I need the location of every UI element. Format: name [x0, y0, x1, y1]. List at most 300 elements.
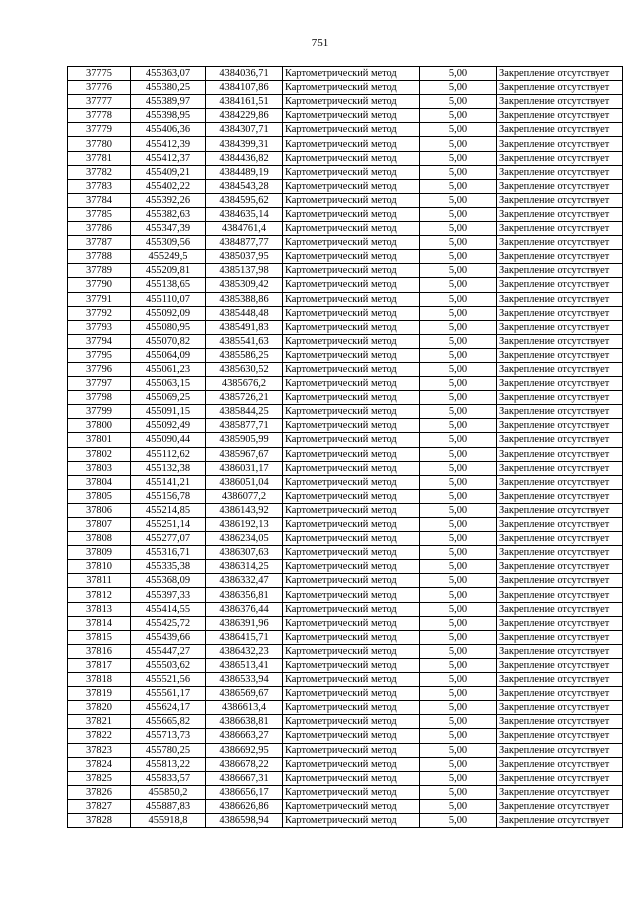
method-cell: Картометрический метод	[283, 743, 420, 757]
accuracy-cell: 5,00	[420, 292, 497, 306]
x-coordinate-cell: 455110,07	[131, 292, 206, 306]
point-number-cell: 37793	[68, 320, 131, 334]
x-coordinate-cell: 455277,07	[131, 532, 206, 546]
x-coordinate-cell: 455335,38	[131, 560, 206, 574]
point-number-cell: 37798	[68, 391, 131, 405]
x-coordinate-cell: 455209,81	[131, 264, 206, 278]
fixation-cell: Закрепление отсутствует	[497, 95, 623, 109]
fixation-cell: Закрепление отсутствует	[497, 165, 623, 179]
point-number-cell: 37823	[68, 743, 131, 757]
accuracy-cell: 5,00	[420, 405, 497, 419]
x-coordinate-cell: 455063,15	[131, 377, 206, 391]
y-coordinate-cell: 4386638,81	[206, 715, 283, 729]
x-coordinate-cell: 455392,26	[131, 193, 206, 207]
x-coordinate-cell: 455850,2	[131, 785, 206, 799]
method-cell: Картометрический метод	[283, 644, 420, 658]
point-number-cell: 37819	[68, 687, 131, 701]
method-cell: Картометрический метод	[283, 264, 420, 278]
table-row	[68, 222, 623, 236]
table-row	[68, 362, 623, 376]
point-number-cell: 37790	[68, 278, 131, 292]
accuracy-cell: 5,00	[420, 250, 497, 264]
y-coordinate-cell: 4386314,25	[206, 560, 283, 574]
table-row	[68, 433, 623, 447]
fixation-cell: Закрепление отсутствует	[497, 574, 623, 588]
table-row	[68, 518, 623, 532]
x-coordinate-cell: 455833,57	[131, 771, 206, 785]
coordinates-table	[67, 66, 623, 828]
fixation-cell: Закрепление отсутствует	[497, 292, 623, 306]
fixation-cell: Закрепление отсутствует	[497, 109, 623, 123]
method-cell: Картометрический метод	[283, 813, 420, 827]
method-cell: Картометрический метод	[283, 475, 420, 489]
point-number-cell: 37804	[68, 475, 131, 489]
table-row	[68, 193, 623, 207]
y-coordinate-cell: 4384761,4	[206, 222, 283, 236]
x-coordinate-cell: 455887,83	[131, 799, 206, 813]
fixation-cell: Закрепление отсутствует	[497, 588, 623, 602]
fixation-cell: Закрепление отсутствует	[497, 644, 623, 658]
accuracy-cell: 5,00	[420, 377, 497, 391]
x-coordinate-cell: 455141,21	[131, 475, 206, 489]
point-number-cell: 37824	[68, 757, 131, 771]
accuracy-cell: 5,00	[420, 602, 497, 616]
method-cell: Картометрический метод	[283, 306, 420, 320]
x-coordinate-cell: 455412,37	[131, 151, 206, 165]
y-coordinate-cell: 4384107,86	[206, 81, 283, 95]
accuracy-cell: 5,00	[420, 546, 497, 560]
method-cell: Картометрический метод	[283, 518, 420, 532]
point-number-cell: 37794	[68, 334, 131, 348]
point-number-cell: 37789	[68, 264, 131, 278]
method-cell: Картометрический метод	[283, 362, 420, 376]
x-coordinate-cell: 455397,33	[131, 588, 206, 602]
x-coordinate-cell: 455409,21	[131, 165, 206, 179]
point-number-cell: 37784	[68, 193, 131, 207]
accuracy-cell: 5,00	[420, 264, 497, 278]
y-coordinate-cell: 4386077,2	[206, 489, 283, 503]
fixation-cell: Закрепление отсутствует	[497, 81, 623, 95]
fixation-cell: Закрепление отсутствует	[497, 630, 623, 644]
y-coordinate-cell: 4384307,71	[206, 123, 283, 137]
x-coordinate-cell: 455561,17	[131, 687, 206, 701]
fixation-cell: Закрепление отсутствует	[497, 475, 623, 489]
accuracy-cell: 5,00	[420, 236, 497, 250]
point-number-cell: 37787	[68, 236, 131, 250]
fixation-cell: Закрепление отсутствует	[497, 447, 623, 461]
x-coordinate-cell: 455347,39	[131, 222, 206, 236]
x-coordinate-cell: 455425,72	[131, 616, 206, 630]
point-number-cell: 37779	[68, 123, 131, 137]
accuracy-cell: 5,00	[420, 757, 497, 771]
accuracy-cell: 5,00	[420, 658, 497, 672]
accuracy-cell: 5,00	[420, 461, 497, 475]
accuracy-cell: 5,00	[420, 687, 497, 701]
point-number-cell: 37791	[68, 292, 131, 306]
method-cell: Картометрический метод	[283, 207, 420, 221]
table-row	[68, 292, 623, 306]
accuracy-cell: 5,00	[420, 518, 497, 532]
accuracy-cell: 5,00	[420, 616, 497, 630]
accuracy-cell: 5,00	[420, 419, 497, 433]
accuracy-cell: 5,00	[420, 179, 497, 193]
fixation-cell: Закрепление отсутствует	[497, 405, 623, 419]
fixation-cell: Закрепление отсутствует	[497, 743, 623, 757]
method-cell: Картометрический метод	[283, 137, 420, 151]
table-row	[68, 715, 623, 729]
accuracy-cell: 5,00	[420, 362, 497, 376]
x-coordinate-cell: 455412,39	[131, 137, 206, 151]
x-coordinate-cell: 455309,56	[131, 236, 206, 250]
method-cell: Картометрический метод	[283, 560, 420, 574]
table-row	[68, 250, 623, 264]
point-number-cell: 37821	[68, 715, 131, 729]
point-number-cell: 37828	[68, 813, 131, 827]
x-coordinate-cell: 455447,27	[131, 644, 206, 658]
fixation-cell: Закрепление отсутствует	[497, 687, 623, 701]
point-number-cell: 37827	[68, 799, 131, 813]
fixation-cell: Закрепление отсутствует	[497, 362, 623, 376]
accuracy-cell: 5,00	[420, 715, 497, 729]
accuracy-cell: 5,00	[420, 207, 497, 221]
y-coordinate-cell: 4384877,77	[206, 236, 283, 250]
point-number-cell: 37797	[68, 377, 131, 391]
x-coordinate-cell: 455156,78	[131, 489, 206, 503]
accuracy-cell: 5,00	[420, 306, 497, 320]
table-row	[68, 123, 623, 137]
table-row	[68, 447, 623, 461]
fixation-cell: Закрепление отсутствует	[497, 236, 623, 250]
x-coordinate-cell: 455414,55	[131, 602, 206, 616]
y-coordinate-cell: 4386051,04	[206, 475, 283, 489]
point-number-cell: 37814	[68, 616, 131, 630]
table-row	[68, 771, 623, 785]
accuracy-cell: 5,00	[420, 743, 497, 757]
point-number-cell: 37803	[68, 461, 131, 475]
fixation-cell: Закрепление отсутствует	[497, 433, 623, 447]
point-number-cell: 37777	[68, 95, 131, 109]
accuracy-cell: 5,00	[420, 433, 497, 447]
accuracy-cell: 5,00	[420, 222, 497, 236]
table-row	[68, 109, 623, 123]
y-coordinate-cell: 4385491,83	[206, 320, 283, 334]
accuracy-cell: 5,00	[420, 503, 497, 517]
y-coordinate-cell: 4384036,71	[206, 67, 283, 81]
point-number-cell: 37796	[68, 362, 131, 376]
table-row	[68, 179, 623, 193]
x-coordinate-cell: 455503,62	[131, 658, 206, 672]
accuracy-cell: 5,00	[420, 123, 497, 137]
x-coordinate-cell: 455439,66	[131, 630, 206, 644]
x-coordinate-cell: 455061,23	[131, 362, 206, 376]
table-row	[68, 602, 623, 616]
table-row	[68, 165, 623, 179]
y-coordinate-cell: 4386678,22	[206, 757, 283, 771]
method-cell: Картометрический метод	[283, 546, 420, 560]
point-number-cell: 37806	[68, 503, 131, 517]
x-coordinate-cell: 455402,22	[131, 179, 206, 193]
table-row	[68, 320, 623, 334]
accuracy-cell: 5,00	[420, 95, 497, 109]
x-coordinate-cell: 455069,25	[131, 391, 206, 405]
method-cell: Картометрический метод	[283, 405, 420, 419]
fixation-cell: Закрепление отсутствует	[497, 207, 623, 221]
table-row	[68, 588, 623, 602]
point-number-cell: 37818	[68, 673, 131, 687]
accuracy-cell: 5,00	[420, 489, 497, 503]
y-coordinate-cell: 4386415,71	[206, 630, 283, 644]
method-cell: Картометрический метод	[283, 419, 420, 433]
y-coordinate-cell: 4385388,86	[206, 292, 283, 306]
fixation-cell: Закрепление отсутствует	[497, 278, 623, 292]
x-coordinate-cell: 455091,15	[131, 405, 206, 419]
method-cell: Картометрический метод	[283, 602, 420, 616]
x-coordinate-cell: 455249,5	[131, 250, 206, 264]
accuracy-cell: 5,00	[420, 447, 497, 461]
fixation-cell: Закрепление отсутствует	[497, 518, 623, 532]
table-row	[68, 658, 623, 672]
method-cell: Картометрический метод	[283, 503, 420, 517]
y-coordinate-cell: 4386234,05	[206, 532, 283, 546]
method-cell: Картометрический метод	[283, 109, 420, 123]
method-cell: Картометрический метод	[283, 222, 420, 236]
y-coordinate-cell: 4386569,67	[206, 687, 283, 701]
table-row	[68, 687, 623, 701]
method-cell: Картометрический метод	[283, 236, 420, 250]
y-coordinate-cell: 4385676,2	[206, 377, 283, 391]
x-coordinate-cell: 455389,97	[131, 95, 206, 109]
x-coordinate-cell: 455064,09	[131, 348, 206, 362]
point-number-cell: 37783	[68, 179, 131, 193]
y-coordinate-cell: 4385137,98	[206, 264, 283, 278]
fixation-cell: Закрепление отсутствует	[497, 616, 623, 630]
method-cell: Картометрический метод	[283, 95, 420, 109]
method-cell: Картометрический метод	[283, 179, 420, 193]
y-coordinate-cell: 4386391,96	[206, 616, 283, 630]
y-coordinate-cell: 4386598,94	[206, 813, 283, 827]
x-coordinate-cell: 455780,25	[131, 743, 206, 757]
method-cell: Картометрический метод	[283, 292, 420, 306]
y-coordinate-cell: 4386613,4	[206, 701, 283, 715]
x-coordinate-cell: 455214,85	[131, 503, 206, 517]
y-coordinate-cell: 4386192,13	[206, 518, 283, 532]
table-row	[68, 419, 623, 433]
table-row	[68, 560, 623, 574]
method-cell: Картометрический метод	[283, 81, 420, 95]
coordinates-table-body	[68, 67, 623, 828]
table-row	[68, 785, 623, 799]
table-row	[68, 207, 623, 221]
fixation-cell: Закрепление отсутствует	[497, 67, 623, 81]
x-coordinate-cell: 455406,36	[131, 123, 206, 137]
fixation-cell: Закрепление отсутствует	[497, 489, 623, 503]
y-coordinate-cell: 4386667,31	[206, 771, 283, 785]
y-coordinate-cell: 4386031,17	[206, 461, 283, 475]
y-coordinate-cell: 4386513,41	[206, 658, 283, 672]
fixation-cell: Закрепление отсутствует	[497, 377, 623, 391]
accuracy-cell: 5,00	[420, 109, 497, 123]
accuracy-cell: 5,00	[420, 391, 497, 405]
accuracy-cell: 5,00	[420, 67, 497, 81]
method-cell: Картометрический метод	[283, 532, 420, 546]
fixation-cell: Закрепление отсутствует	[497, 222, 623, 236]
point-number-cell: 37788	[68, 250, 131, 264]
fixation-cell: Закрепление отсутствует	[497, 419, 623, 433]
x-coordinate-cell: 455380,25	[131, 81, 206, 95]
y-coordinate-cell: 4384399,31	[206, 137, 283, 151]
y-coordinate-cell: 4385037,95	[206, 250, 283, 264]
fixation-cell: Закрепление отсутствует	[497, 532, 623, 546]
table-row	[68, 391, 623, 405]
x-coordinate-cell: 455918,8	[131, 813, 206, 827]
method-cell: Картометрический метод	[283, 461, 420, 475]
accuracy-cell: 5,00	[420, 81, 497, 95]
accuracy-cell: 5,00	[420, 799, 497, 813]
table-row	[68, 348, 623, 362]
table-row	[68, 630, 623, 644]
table-row	[68, 137, 623, 151]
accuracy-cell: 5,00	[420, 644, 497, 658]
fixation-cell: Закрепление отсутствует	[497, 602, 623, 616]
method-cell: Картометрический метод	[283, 729, 420, 743]
table-row	[68, 729, 623, 743]
point-number-cell: 37802	[68, 447, 131, 461]
method-cell: Картометрический метод	[283, 799, 420, 813]
table-row	[68, 461, 623, 475]
accuracy-cell: 5,00	[420, 334, 497, 348]
fixation-cell: Закрепление отсутствует	[497, 560, 623, 574]
point-number-cell: 37782	[68, 165, 131, 179]
method-cell: Картометрический метод	[283, 630, 420, 644]
table-row	[68, 616, 623, 630]
y-coordinate-cell: 4384635,14	[206, 207, 283, 221]
table-row	[68, 546, 623, 560]
table-row	[68, 306, 623, 320]
point-number-cell: 37812	[68, 588, 131, 602]
point-number-cell: 37809	[68, 546, 131, 560]
fixation-cell: Закрепление отсутствует	[497, 701, 623, 715]
table-row	[68, 236, 623, 250]
table-row	[68, 673, 623, 687]
method-cell: Картометрический метод	[283, 165, 420, 179]
page-number: 751	[311, 37, 329, 49]
method-cell: Картометрический метод	[283, 588, 420, 602]
accuracy-cell: 5,00	[420, 560, 497, 574]
y-coordinate-cell: 4384161,51	[206, 95, 283, 109]
point-number-cell: 37810	[68, 560, 131, 574]
y-coordinate-cell: 4385586,25	[206, 348, 283, 362]
x-coordinate-cell: 455112,62	[131, 447, 206, 461]
method-cell: Картометрический метод	[283, 447, 420, 461]
table-row	[68, 151, 623, 165]
y-coordinate-cell: 4386376,44	[206, 602, 283, 616]
method-cell: Картометрический метод	[283, 348, 420, 362]
accuracy-cell: 5,00	[420, 701, 497, 715]
accuracy-cell: 5,00	[420, 278, 497, 292]
method-cell: Картометрический метод	[283, 151, 420, 165]
accuracy-cell: 5,00	[420, 151, 497, 165]
y-coordinate-cell: 4384489,19	[206, 165, 283, 179]
y-coordinate-cell: 4385309,42	[206, 278, 283, 292]
fixation-cell: Закрепление отсутствует	[497, 799, 623, 813]
fixation-cell: Закрепление отсутствует	[497, 193, 623, 207]
x-coordinate-cell: 455132,38	[131, 461, 206, 475]
point-number-cell: 37778	[68, 109, 131, 123]
fixation-cell: Закрепление отсутствует	[497, 391, 623, 405]
y-coordinate-cell: 4386626,86	[206, 799, 283, 813]
y-coordinate-cell: 4386332,47	[206, 574, 283, 588]
point-number-cell: 37820	[68, 701, 131, 715]
point-number-cell: 37811	[68, 574, 131, 588]
point-number-cell: 37781	[68, 151, 131, 165]
fixation-cell: Закрепление отсутствует	[497, 771, 623, 785]
x-coordinate-cell: 455521,56	[131, 673, 206, 687]
accuracy-cell: 5,00	[420, 165, 497, 179]
fixation-cell: Закрепление отсутствует	[497, 137, 623, 151]
y-coordinate-cell: 4384229,86	[206, 109, 283, 123]
method-cell: Картометрический метод	[283, 250, 420, 264]
method-cell: Картометрический метод	[283, 701, 420, 715]
point-number-cell: 37807	[68, 518, 131, 532]
accuracy-cell: 5,00	[420, 475, 497, 489]
fixation-cell: Закрепление отсутствует	[497, 503, 623, 517]
method-cell: Картометрический метод	[283, 616, 420, 630]
table-row	[68, 475, 623, 489]
y-coordinate-cell: 4385967,67	[206, 447, 283, 461]
method-cell: Картометрический метод	[283, 433, 420, 447]
fixation-cell: Закрепление отсутствует	[497, 673, 623, 687]
x-coordinate-cell: 455092,49	[131, 419, 206, 433]
fixation-cell: Закрепление отсутствует	[497, 151, 623, 165]
y-coordinate-cell: 4385726,21	[206, 391, 283, 405]
accuracy-cell: 5,00	[420, 193, 497, 207]
fixation-cell: Закрепление отсутствует	[497, 306, 623, 320]
point-number-cell: 37792	[68, 306, 131, 320]
table-row	[68, 67, 623, 81]
accuracy-cell: 5,00	[420, 348, 497, 362]
fixation-cell: Закрепление отсутствует	[497, 757, 623, 771]
x-coordinate-cell: 455080,95	[131, 320, 206, 334]
x-coordinate-cell: 455665,82	[131, 715, 206, 729]
point-number-cell: 37786	[68, 222, 131, 236]
table-row	[68, 644, 623, 658]
table-row	[68, 264, 623, 278]
y-coordinate-cell: 4385541,63	[206, 334, 283, 348]
point-number-cell: 37808	[68, 532, 131, 546]
method-cell: Картометрический метод	[283, 320, 420, 334]
method-cell: Картометрический метод	[283, 489, 420, 503]
point-number-cell: 37785	[68, 207, 131, 221]
method-cell: Картометрический метод	[283, 193, 420, 207]
method-cell: Картометрический метод	[283, 391, 420, 405]
fixation-cell: Закрепление отсутствует	[497, 348, 623, 362]
y-coordinate-cell: 4385905,99	[206, 433, 283, 447]
method-cell: Картометрический метод	[283, 123, 420, 137]
point-number-cell: 37801	[68, 433, 131, 447]
method-cell: Картометрический метод	[283, 334, 420, 348]
fixation-cell: Закрепление отсутствует	[497, 179, 623, 193]
point-number-cell: 37816	[68, 644, 131, 658]
fixation-cell: Закрепление отсутствует	[497, 729, 623, 743]
accuracy-cell: 5,00	[420, 785, 497, 799]
method-cell: Картометрический метод	[283, 658, 420, 672]
y-coordinate-cell: 4386533,94	[206, 673, 283, 687]
y-coordinate-cell: 4386432,23	[206, 644, 283, 658]
y-coordinate-cell: 4386656,17	[206, 785, 283, 799]
table-row	[68, 503, 623, 517]
x-coordinate-cell: 455316,71	[131, 546, 206, 560]
table-row	[68, 81, 623, 95]
